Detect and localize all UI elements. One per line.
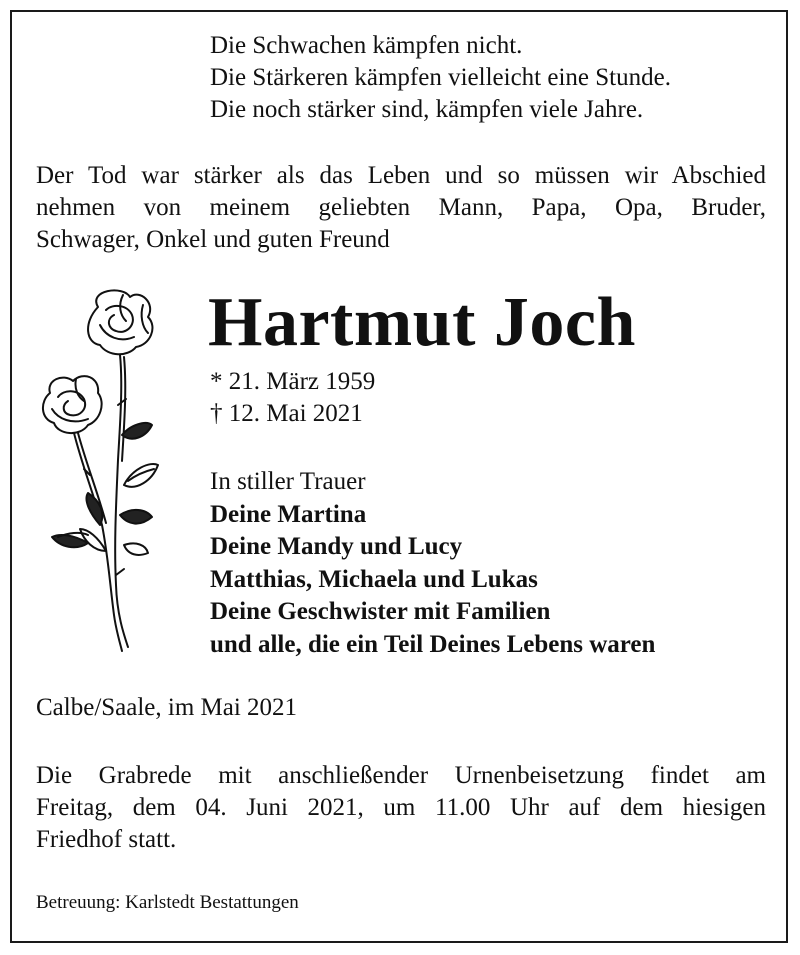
mourner-line: Matthias, Michaela und Lukas <box>210 565 538 593</box>
poem-line: Die noch stärker sind, kämpfen viele Jahre. <box>210 96 644 123</box>
mourners-block <box>210 466 655 661</box>
rose-icon <box>28 285 168 660</box>
funeral-line: Friedhof statt. <box>36 826 177 853</box>
mourner-line: Deine Mandy und Lucy <box>210 533 463 560</box>
mourner-line: Deine Martina <box>210 500 367 528</box>
mourner-line: und alle, die ein Teil Deines Lebens waren <box>210 630 656 658</box>
intro-line: Schwager, Onkel und guten Freund <box>36 226 390 253</box>
mourning-lead: In stiller Trauer <box>210 468 366 495</box>
place-date: Calbe/Saale, im Mai 2021 <box>36 694 298 721</box>
funeral-line: Freitag, dem 04. Juni 2021, um 11.00 Uhr auf dem hiesigen <box>36 794 766 821</box>
intro-text <box>36 160 766 256</box>
birth-date: * 21. März 1959 <box>210 368 376 395</box>
funeral-home-credit: Betreuung: Karlstedt Bestattungen <box>36 892 299 913</box>
deceased-name: Hartmut Joch <box>208 284 636 361</box>
funeral-line: Die Grabrede mit anschließender Urnenbeisetzung findet am <box>36 762 766 789</box>
funeral-info <box>36 760 766 856</box>
poem <box>210 30 671 126</box>
poem-line: Die Stärkeren kämpfen vielleicht eine Stunde. <box>210 64 671 91</box>
poem-line: Die Schwachen kämpfen nicht. <box>210 32 523 59</box>
death-date: † 12. Mai 2021 <box>210 400 363 427</box>
mourner-line: Deine Geschwister mit Familien <box>210 598 551 625</box>
intro-line: nehmen von meinem geliebten Mann, Papa, Opa, Bruder, <box>36 194 766 221</box>
intro-line: Der Tod war stärker als das Leben und so müssen wir Abschied <box>36 162 766 189</box>
life-dates <box>210 366 375 430</box>
